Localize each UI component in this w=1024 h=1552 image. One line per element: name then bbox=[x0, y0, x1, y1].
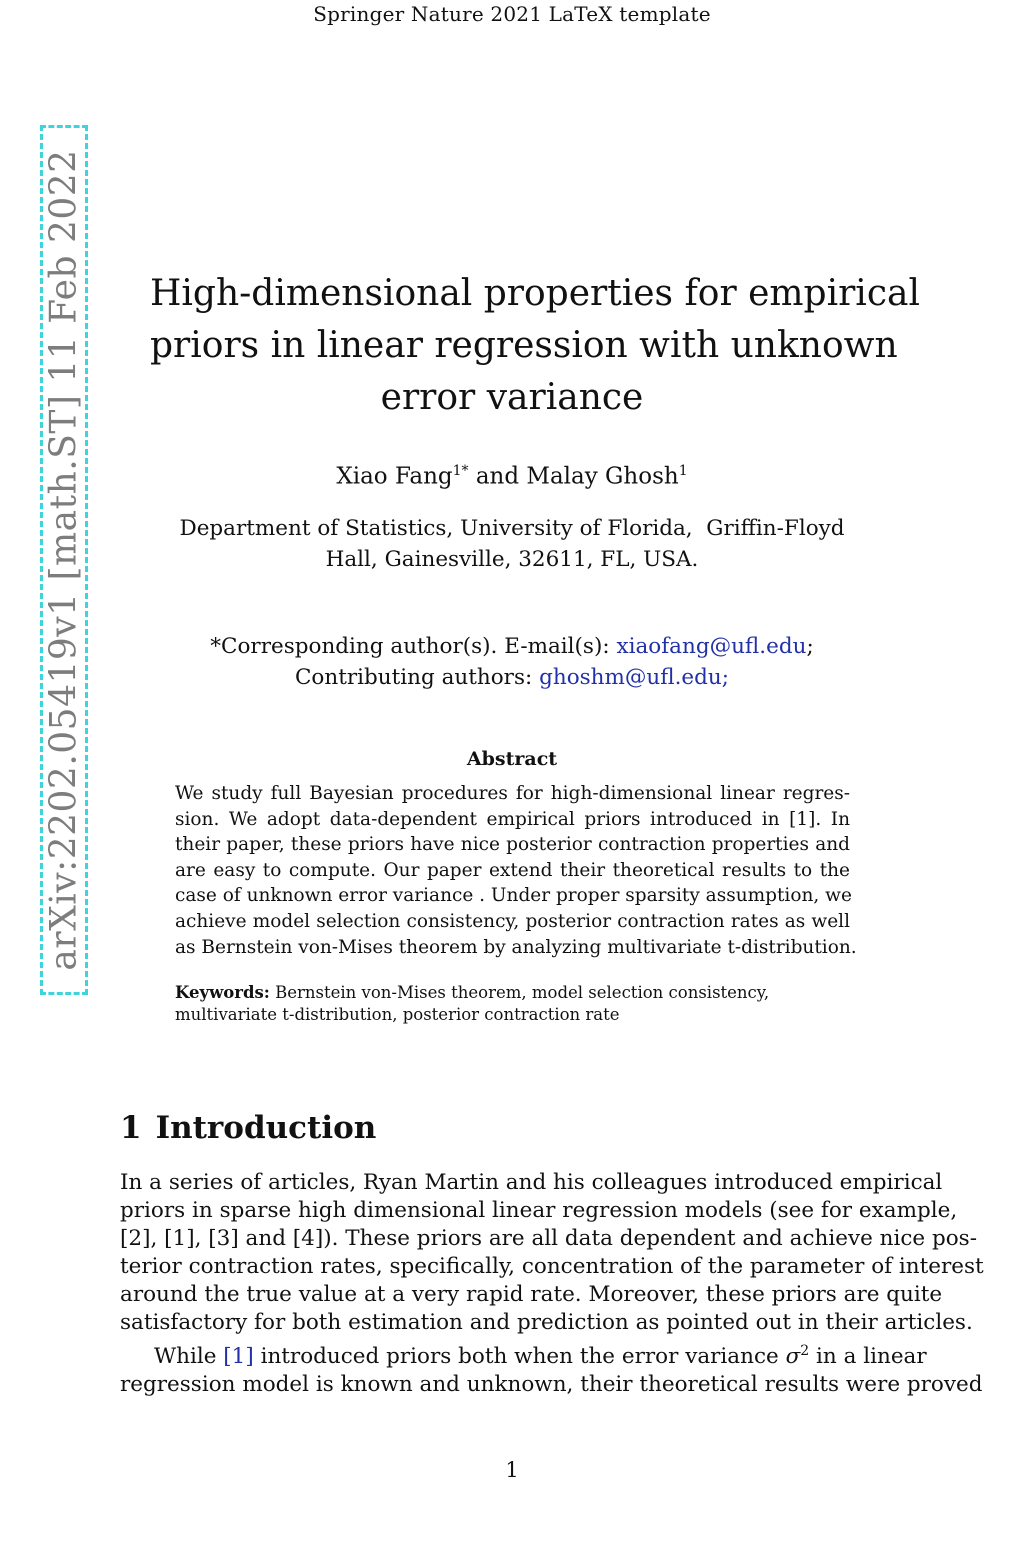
abstract-line: sion. We adopt data-dependent empirical priors introduced in [1]. In bbox=[175, 808, 850, 830]
affiliation bbox=[150, 513, 874, 575]
abstract-line: achieve model selection consistency, posterior contraction rates as well bbox=[175, 910, 850, 932]
affiliation-line: Department of Statistics, University of Florida, Griffin-Floyd bbox=[179, 516, 845, 541]
keywords-line: multivariate t-distribution, posterior contraction rate bbox=[175, 1005, 620, 1024]
title-line: error variance bbox=[380, 377, 644, 418]
abstract-line: We study full Bayesian procedures for high-dimensional linear regres- bbox=[175, 783, 850, 804]
section-title: Introduction bbox=[155, 1110, 377, 1146]
body-text: introduced priors both when the error variance bbox=[253, 1344, 786, 1370]
section-heading bbox=[120, 1110, 376, 1146]
separator: ; bbox=[806, 634, 814, 659]
abstract-text bbox=[175, 781, 857, 960]
correspondence-block bbox=[150, 631, 874, 693]
running-header: Springer Nature 2021 LaTeX template bbox=[313, 2, 711, 26]
abstract-line: their paper, these priors have nice posterior contraction properties and bbox=[175, 834, 850, 856]
introduction-text bbox=[120, 1169, 984, 1399]
body-line: around the true value at a very rapid rate. Moreover, these priors are quite bbox=[120, 1282, 943, 1307]
body-text: in a linear bbox=[809, 1344, 927, 1370]
sigma-symbol: $\sigma^2$ bbox=[785, 1343, 810, 1370]
title-line: priors in linear regression with unknown bbox=[150, 325, 898, 366]
keywords bbox=[175, 982, 850, 1026]
body-line: [2], [1], [3] and [4]). These priors are all data dependent and achieve nice pos- bbox=[120, 1226, 977, 1251]
author-name: Malay Ghosh bbox=[526, 463, 679, 490]
title-line: High-dimensional properties for empirical bbox=[150, 273, 920, 314]
body-text: While bbox=[154, 1344, 224, 1370]
author-name: Xiao Fang bbox=[336, 463, 453, 490]
abstract-line: case of unknown error variance . Under proper sparsity assumption, we bbox=[175, 885, 852, 907]
author-list bbox=[150, 463, 874, 490]
body-line: In a series of articles, Ryan Martin and his colleagues introduced empirical bbox=[120, 1170, 943, 1195]
body-line: satisfactory for both estimation and prediction as pointed out in their articles. bbox=[120, 1310, 973, 1335]
arxiv-identifier[interactable]: arXiv:2202.05419v1 [math.ST] 11 Feb 2022 bbox=[43, 149, 85, 971]
contributing-author-line bbox=[150, 662, 874, 693]
section-number: 1 bbox=[120, 1110, 142, 1146]
keywords-label: Keywords: bbox=[175, 983, 270, 1002]
body-line: regression model is known and unknown, their theoretical results were proved bbox=[120, 1372, 983, 1398]
abstract-heading: Abstract bbox=[466, 748, 558, 770]
keywords-text: Bernstein von-Mises theorem, model selection consistency, bbox=[269, 983, 770, 1002]
page-number: 1 bbox=[505, 1458, 519, 1482]
abstract-line: as Bernstein von-Mises theorem by analyzing multivariate t-distribution. bbox=[175, 936, 857, 958]
paper-title bbox=[150, 268, 920, 424]
corresponding-label: *Corresponding author(s). E-mail(s): bbox=[210, 634, 617, 659]
keywords-line bbox=[175, 982, 850, 1004]
contributing-label: Contributing authors: bbox=[294, 665, 540, 690]
contributing-email-link[interactable]: ghoshm@ufl.edu bbox=[539, 665, 722, 690]
corresponding-author-line bbox=[150, 631, 874, 662]
author-affiliation-mark: 1* bbox=[452, 463, 469, 479]
body-line bbox=[120, 1337, 927, 1371]
body-line: terior contraction rates, specifically, concentration of the parameter of interest bbox=[120, 1254, 984, 1279]
author-affiliation-mark: 1 bbox=[678, 463, 688, 479]
corresponding-email-link[interactable]: xiaofang@ufl.edu bbox=[616, 634, 807, 659]
abstract-line: are easy to compute. Our paper extend their theoretical results to the bbox=[175, 859, 850, 881]
arxiv-stamp[interactable] bbox=[40, 125, 88, 995]
separator: ; bbox=[721, 665, 730, 690]
body-line: priors in sparse high dimensional linear regression models (see for example, bbox=[120, 1198, 958, 1223]
author-conjunction: and bbox=[475, 463, 520, 490]
citation-link[interactable]: [1] bbox=[223, 1344, 254, 1370]
affiliation-line: Hall, Gainesville, 32611, FL, USA. bbox=[325, 547, 699, 572]
